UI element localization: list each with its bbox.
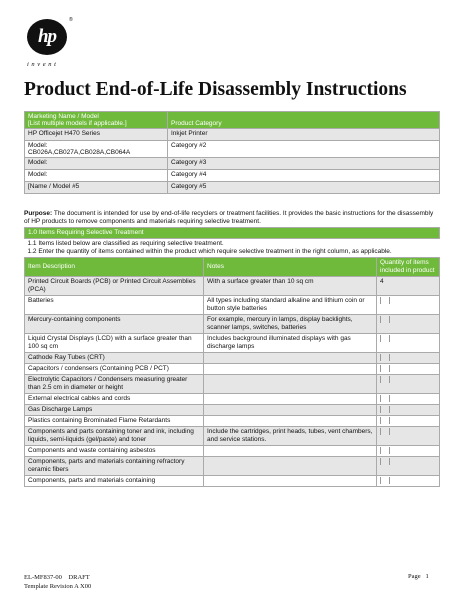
item-row — [25, 364, 440, 375]
item-quantity-cell[interactable] — [377, 364, 440, 375]
quantity-field[interactable] — [380, 335, 390, 342]
quantity-field[interactable] — [380, 297, 390, 304]
item-notes-cell — [204, 416, 377, 427]
item-quantity-cell[interactable] — [377, 353, 440, 364]
category-cell: Category #5 — [168, 182, 440, 194]
item-row — [25, 315, 440, 334]
items-table — [24, 227, 440, 487]
item-row — [25, 334, 440, 353]
model-row — [25, 141, 440, 158]
item-quantity-cell[interactable] — [377, 375, 440, 394]
model-row — [25, 158, 440, 170]
quantity-field[interactable] — [380, 458, 390, 465]
item-description-cell: Electrolytic Capacitors / Condensers measuring greater than 2.5 cm in diameter or height — [25, 375, 204, 394]
item-description-cell: Components and parts containing toner and ink, including liquids, semi-liquids (gel/paste) and toner — [25, 427, 204, 446]
col-item-description: Item Description — [25, 258, 204, 277]
item-description-cell: Cathode Ray Tubes (CRT) — [25, 353, 204, 364]
quantity-field[interactable] — [380, 417, 390, 424]
item-quantity-cell[interactable]: 4 — [377, 277, 440, 296]
item-description-cell: External electrical cables and cords — [25, 394, 204, 405]
quantity-field[interactable] — [380, 376, 390, 383]
item-notes-cell — [204, 405, 377, 416]
item-description-cell: Components, parts and materials containing — [25, 476, 204, 487]
item-description-cell: Components and waste containing asbestos — [25, 446, 204, 457]
quantity-field[interactable] — [380, 447, 390, 454]
item-quantity-cell[interactable] — [377, 334, 440, 353]
notes-row — [25, 239, 440, 258]
category-header-label: Product Category — [168, 112, 440, 129]
model-name-cell: [Name / Model #5 — [25, 182, 168, 194]
page-label: Page — [408, 573, 421, 580]
item-row — [25, 296, 440, 315]
item-quantity-cell[interactable] — [377, 416, 440, 427]
footer-template: Template Revision A X00 — [24, 583, 92, 590]
section-title: 1.0 Items Requiring Selective Treatment — [25, 228, 440, 239]
hp-logo-mark: hp — [27, 19, 67, 55]
item-notes-cell: All types including standard alkaline and lithium coin or button style batteries — [204, 296, 377, 315]
item-row — [25, 277, 440, 296]
footer-left — [24, 573, 91, 591]
note-2: 1.2 Enter the quantity of items contained within the product which require selective treatment in the right column, as applicable. — [27, 248, 392, 255]
item-notes-cell — [204, 457, 377, 476]
item-notes-cell — [204, 375, 377, 394]
model-table — [24, 111, 440, 194]
hp-logo — [27, 17, 73, 68]
category-cell: Category #2 — [168, 141, 440, 158]
item-quantity-cell[interactable] — [377, 427, 440, 446]
item-notes-cell: Includes background illuminated displays with gas discharge lamps — [204, 334, 377, 353]
item-description-cell: Plastics containing Brominated Flame Retardants — [25, 416, 204, 427]
item-description-cell: Printed Circuit Boards (PCB) or Printed Circuit Assemblies (PCA) — [25, 277, 204, 296]
section-title-row — [25, 228, 440, 239]
registered-mark: ® — [69, 17, 73, 23]
item-notes-cell: For example, mercury in lamps, display backlights, scanner lamps, switches, batteries — [204, 315, 377, 334]
item-notes-cell: With a surface greater than 10 sq cm — [204, 277, 377, 296]
page-number: 1 — [425, 573, 429, 580]
col-quantity: Quantity of items included in product — [377, 258, 440, 277]
quantity-field[interactable] — [380, 477, 390, 484]
item-quantity-cell[interactable] — [377, 446, 440, 457]
col-notes: Notes — [204, 258, 377, 277]
item-row — [25, 353, 440, 364]
item-row — [25, 405, 440, 416]
footer-page — [408, 573, 429, 580]
purpose-paragraph — [24, 210, 440, 226]
item-quantity-cell[interactable] — [377, 405, 440, 416]
item-notes-cell — [204, 476, 377, 487]
item-notes-cell: Include the cartridges, print heads, tubes, vent chambers, and service stations. — [204, 427, 377, 446]
item-description-cell: Batteries — [25, 296, 204, 315]
item-notes-cell — [204, 394, 377, 405]
item-notes-cell — [204, 446, 377, 457]
item-quantity-cell[interactable] — [377, 457, 440, 476]
item-notes-cell — [204, 364, 377, 375]
quantity-field[interactable] — [380, 316, 390, 323]
item-row — [25, 375, 440, 394]
model-name-cell: Model: — [25, 170, 168, 182]
item-row — [25, 457, 440, 476]
item-description-cell: Gas Discharge Lamps — [25, 405, 204, 416]
purpose-text: The document is intended for use by end-of-life recyclers or treatment facilities. It provides the basic instructions for the disassembly of HP products to remove components and materials requiring selective treatment. — [24, 210, 434, 225]
note-1: 1.1 Items listed below are classified as requiring selective treatment. — [27, 240, 224, 247]
item-quantity-cell[interactable] — [377, 315, 440, 334]
item-quantity-cell[interactable] — [377, 296, 440, 315]
item-quantity-cell[interactable] — [377, 476, 440, 487]
item-row — [25, 394, 440, 405]
logo-tagline: invent — [27, 61, 59, 68]
model-header-label: Marketing Name / Model [List multiple models if applicable.] — [25, 112, 168, 129]
footer-doc-id: EL-MF837-00 DRAFT — [24, 574, 90, 581]
item-description-cell: Mercury-containing components — [25, 315, 204, 334]
quantity-field[interactable] — [380, 354, 390, 361]
item-row — [25, 416, 440, 427]
items-table-header — [25, 258, 440, 277]
model-row — [25, 129, 440, 141]
model-row — [25, 170, 440, 182]
item-description-cell: Liquid Crystal Displays (LCD) with a surface greater than 100 sq cm — [25, 334, 204, 353]
item-description-cell: Capacitors / condensers (Containing PCB / PCT) — [25, 364, 204, 375]
item-quantity-cell[interactable] — [377, 394, 440, 405]
quantity-field[interactable] — [380, 428, 390, 435]
model-name-cell: Model: — [25, 158, 168, 170]
page-title: Product End-of-Life Disassembly Instructions — [24, 79, 407, 100]
item-notes-cell — [204, 353, 377, 364]
quantity-field[interactable] — [380, 365, 390, 372]
item-row — [25, 427, 440, 446]
category-cell: Category #3 — [168, 158, 440, 170]
purpose-label: Purpose: — [24, 210, 53, 217]
model-name-cell: HP Officejet H470 Series — [25, 129, 168, 141]
item-description-cell: Components, parts and materials containing refractory ceramic fibers — [25, 457, 204, 476]
model-name-cell: Model: CB026A,CB027A,CB028A,CB064A — [25, 141, 168, 158]
item-row — [25, 446, 440, 457]
quantity-field[interactable] — [380, 406, 390, 413]
model-row — [25, 182, 440, 194]
model-table-header — [25, 112, 440, 129]
item-row — [25, 476, 440, 487]
category-cell: Category #4 — [168, 170, 440, 182]
quantity-field[interactable] — [380, 395, 390, 402]
category-cell: Inkjet Printer — [168, 129, 440, 141]
